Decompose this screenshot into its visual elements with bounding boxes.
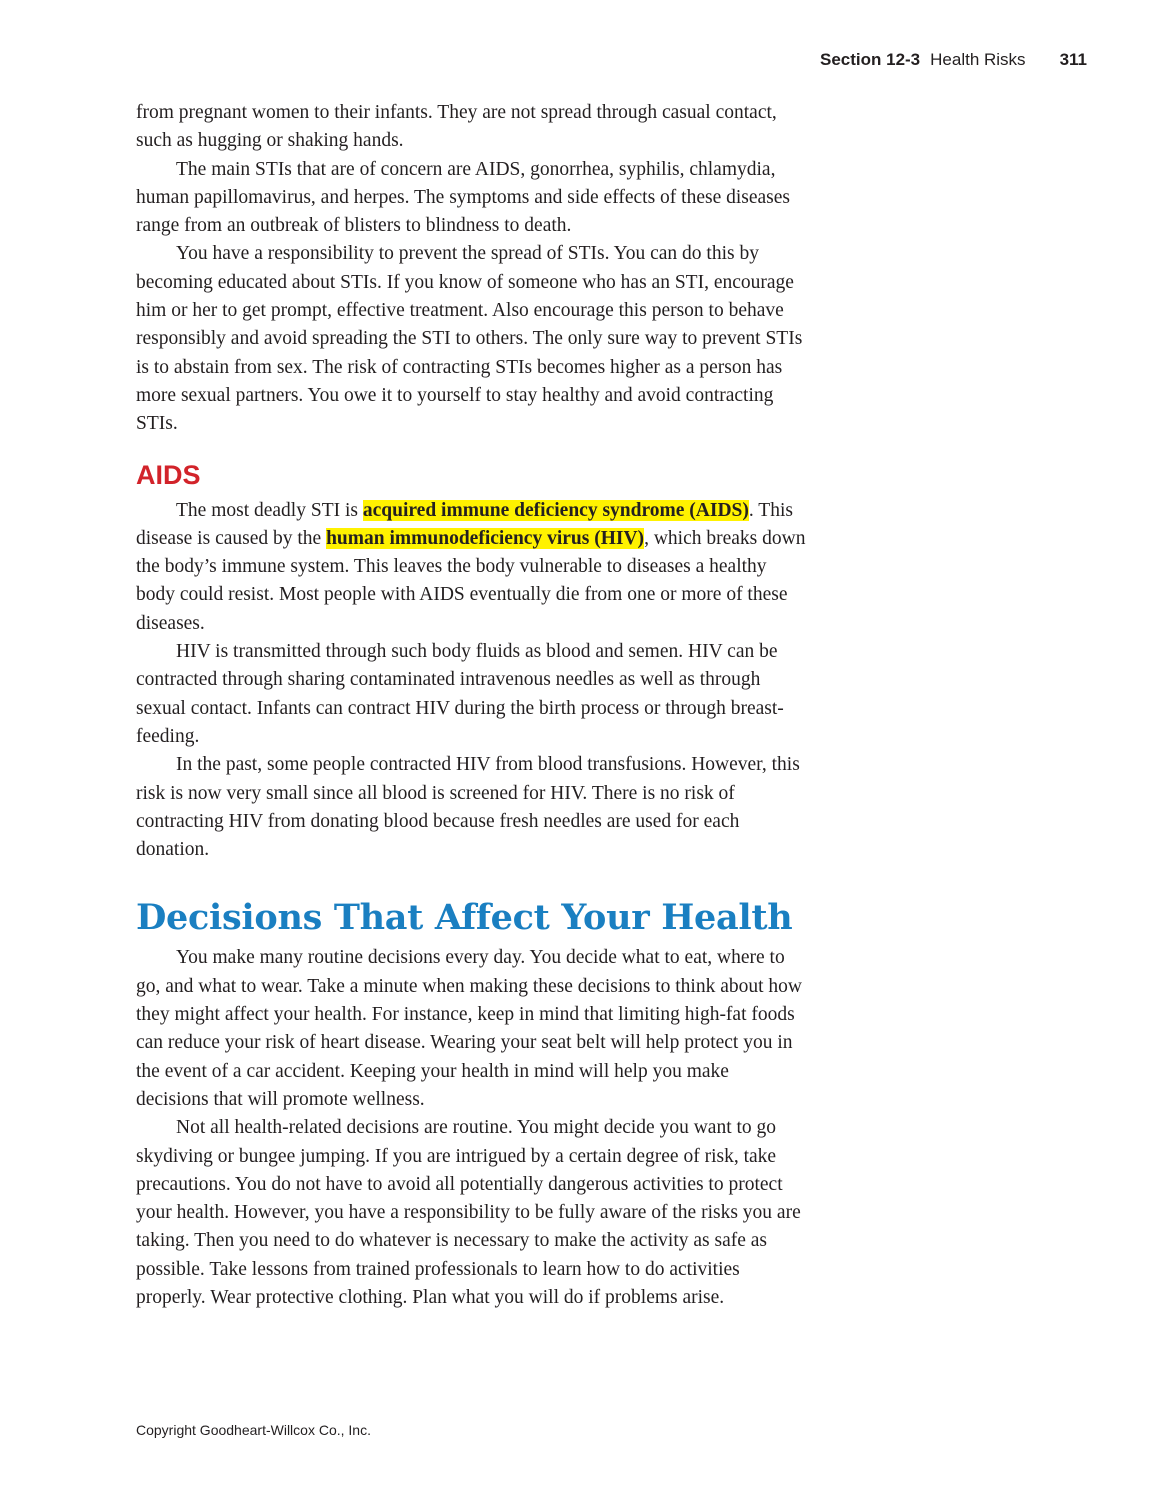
running-head	[820, 50, 1087, 70]
intro-paragraph-2: The main STIs that are of concern are AIDS, gonorrhea, syphilis, chlamydia, human papillomavirus, and herpes. The symptoms and side effects of these diseases range from an outbreak of blisters to blindness to death.	[136, 158, 791, 237]
aids-heading: AIDS	[136, 459, 201, 490]
section-number: Section 12-3	[819, 50, 921, 69]
key-term-aids: acquired immune deficiency syndrome (AIDS)	[362, 499, 749, 521]
intro-paragraph-1: from pregnant women to their infants. They are not spread through casual contact, such as hugging or shaking hands.	[136, 102, 777, 152]
key-term-hiv: human immunodeficiency virus (HIV)	[326, 527, 645, 549]
aids-p1-text-a: The most deadly STI is	[176, 499, 363, 521]
decisions-paragraph-1: You make many routine decisions every day. You decide what to eat, where to go, and what to wear. Take a minute when making these decisions to think about how they might affect your health. For instance, keep in mind that limiting high-fat foods can reduce your risk of heart disease. Wearing your seat belt will help protect you in the event of a car accident. Keeping your health in mind will help you make decisions that will promote wellness.	[136, 947, 803, 1110]
intro-paragraph-3: You have a responsibility to prevent the spread of STIs. You can do this by becoming educated about STIs. If you know of someone who has an STI, encourage him or her to get prompt, effective treatment. Also encourage this person to behave responsibly and avoid spreading the STI to others. The only sure way to prevent STIs is to abstain from sex. The risk of contracting STIs becomes higher as a person has more sexual partners. You owe it to yourself to stay healthy and avoid contracting STIs.	[136, 243, 803, 435]
page-number: 311	[1059, 50, 1087, 69]
aids-paragraph-1	[136, 497, 806, 638]
section-title: Health Risks	[930, 50, 1026, 69]
aids-paragraph-3: In the past, some people contracted HIV from blood transfusions. However, this risk is now very small since all blood is screened for HIV. There is no risk of contracting HIV from donating blood because fresh needles are used for each donation.	[136, 754, 800, 861]
aids-paragraph-2: HIV is transmitted through such body fluids as blood and semen. HIV can be contracted through sharing contaminated intravenous needles as well as through sexual contact. Infants can contract HIV during the birth process or through breast-feeding.	[136, 641, 784, 747]
decisions-paragraph-2: Not all health-related decisions are routine. You might decide you want to go skydiving or bungee jumping. If you are intrigued by a certain degree of risk, take precautions. You do not have to avoid all potentially dangerous activities to protect your health. However, you have a responsibility to be fully aware of the risks you are taking. Then you need to do whatever is necessary to make the activity as safe as possible. Take lessons from trained professionals to learn how to do activities properly. Wear protective clothing. Plan what you will do if problems arise.	[136, 1117, 801, 1308]
aids-p1-text-c: , which breaks down the body’s immune system. This leaves the body vulnerable to diseases a healthy body could resist. Most people with AIDS eventually die from one or more of these diseases.	[136, 527, 806, 634]
text-column	[136, 99, 806, 1312]
copyright-footer: Copyright Goodheart-Willcox Co., Inc.	[136, 1422, 371, 1438]
decisions-heading: Decisions That Affect Your Health	[136, 897, 793, 939]
aids-p1-text-b: . This disease is caused by the	[136, 499, 793, 549]
